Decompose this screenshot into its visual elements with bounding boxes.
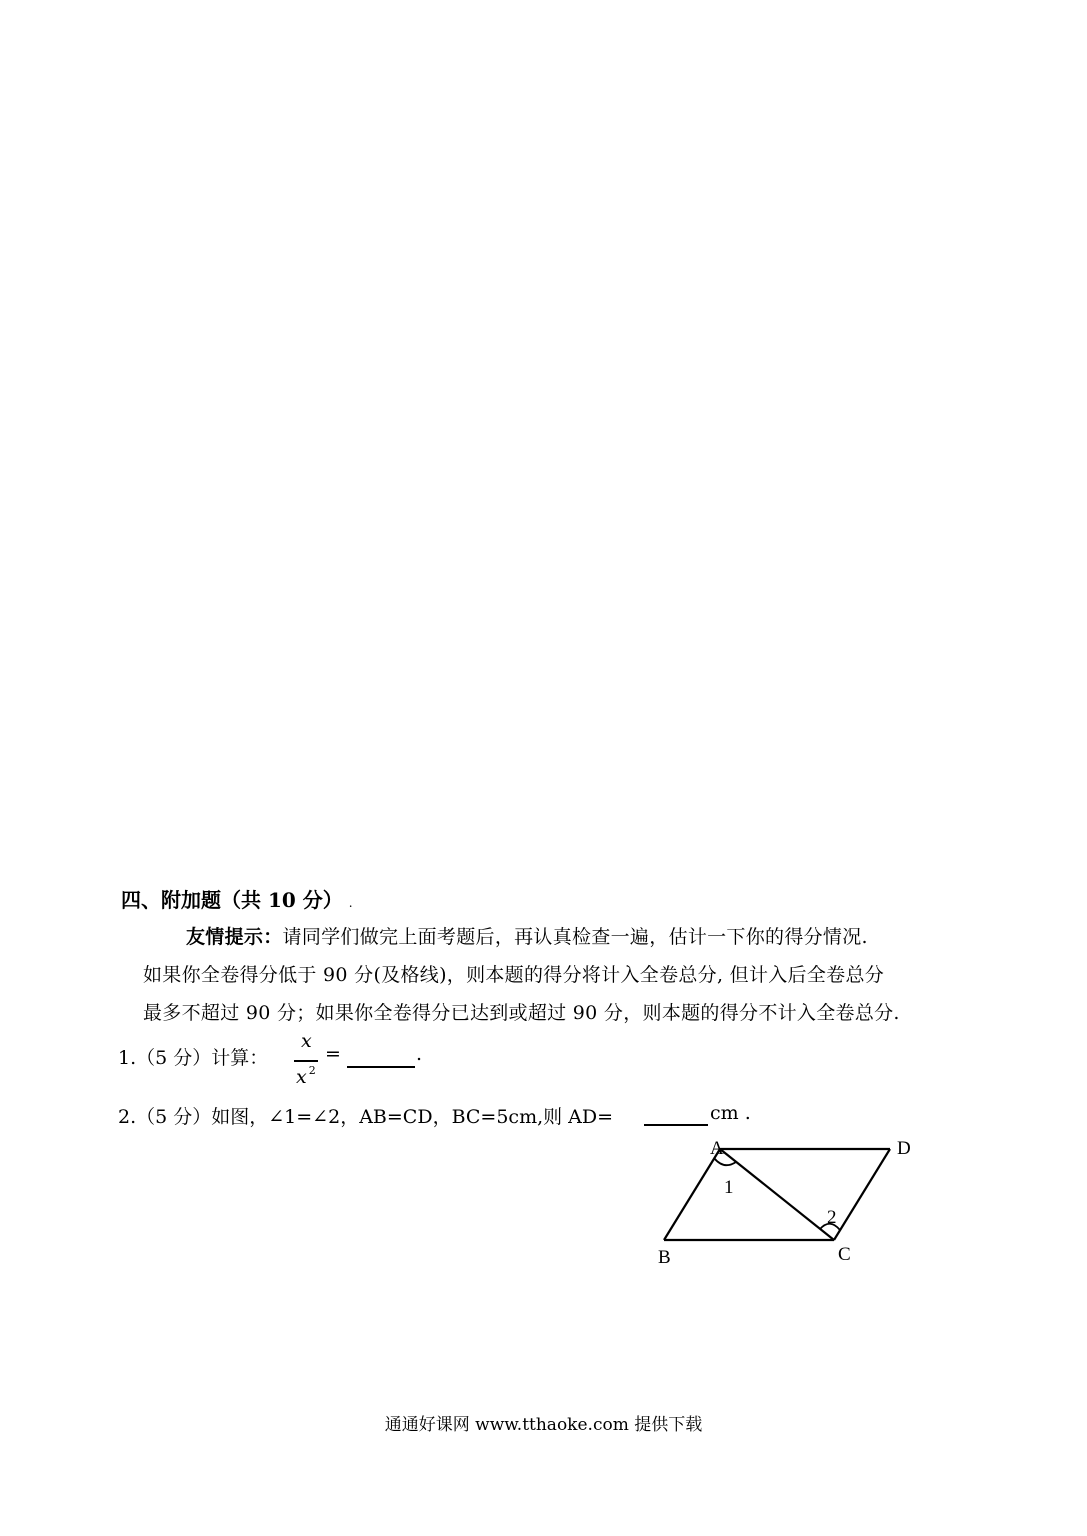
question-1-end: . — [416, 1043, 423, 1065]
segment-cd — [834, 1149, 890, 1240]
label-angle-2: 2 — [827, 1207, 837, 1228]
fraction — [292, 1030, 320, 1090]
label-a: A — [710, 1138, 724, 1159]
segment-ac — [720, 1149, 834, 1240]
segment-ab — [664, 1149, 720, 1240]
hint-line-3: 最多不超过 90 分；如果你全卷得分已达到或超过 90 分，则本题的得分不计入全卷总分. — [143, 1002, 900, 1024]
fraction-bar — [294, 1060, 318, 1062]
label-b: B — [658, 1247, 671, 1268]
hint-line-2: 如果你全卷得分低于 90 分(及格线)，则本题的得分将计入全卷总分, 但计入后全卷总分 — [143, 964, 885, 986]
label-d: D — [897, 1138, 911, 1159]
equals-sign: = — [325, 1043, 341, 1065]
hint-label: 友情提示： — [186, 926, 283, 948]
fraction-exponent: 2 — [308, 1064, 316, 1077]
footer-text: 通通好课网 www.tthaoke.com 提供下载 — [384, 1415, 703, 1435]
question-2-unit: cm . — [710, 1102, 751, 1124]
hint-line-1 — [186, 922, 868, 949]
hint-text-1: 请同学们做完上面考题后，再认真检查一遍，估计一下你的得分情况. — [282, 926, 868, 948]
answer-blank-2[interactable] — [644, 1124, 708, 1126]
label-c: C — [838, 1244, 851, 1265]
fraction-denominator-base: x — [296, 1066, 307, 1088]
geometry-figure — [640, 1130, 930, 1280]
label-angle-1: 1 — [724, 1177, 734, 1198]
section-title-text: 四、附加题（共 10 分） — [121, 888, 343, 912]
fraction-numerator: x — [301, 1030, 312, 1052]
answer-blank-1[interactable] — [347, 1066, 415, 1068]
fraction-denominator — [296, 1064, 316, 1088]
section-title — [121, 884, 353, 913]
question-1-prefix: 1.（5 分）计算： — [118, 1047, 269, 1069]
question-2-text: 2.（5 分）如图，∠1=∠2，AB=CD，BC=5cm,则 AD= — [118, 1106, 614, 1128]
section-title-mark: . — [348, 896, 353, 910]
